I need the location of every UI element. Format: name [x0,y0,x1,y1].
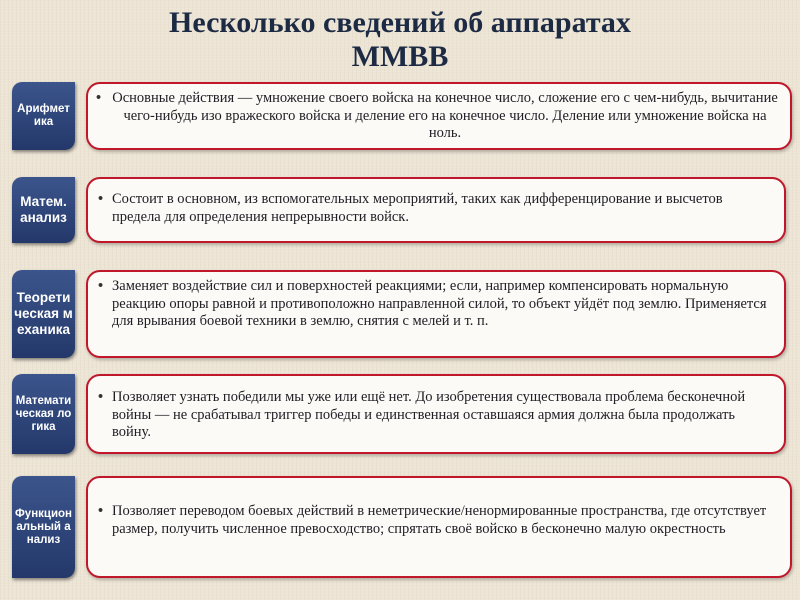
row-description-theoretical-mechanics [86,270,786,358]
description-text: • Заменяет воздействие сил и поверхностей реакциями; если, например компенсировать нормальную реакцию опоры равной и противоположно направленной силой, то объект уйдёт под землю. Применяется для врывания боевой техники в землю, снятия с мелей и т. п. [112,278,774,331]
slide-title-line-2: ММВВ [351,40,449,73]
row-label-math-logic: Математическая логика [12,374,75,454]
row-label-functional-analysis: Функциональный анализ [12,476,75,578]
row-theoretical-mechanics [12,270,792,358]
row-description-arithmetic [86,82,792,150]
row-label-calculus: Матем. анализ [12,177,75,243]
row-arithmetic [12,82,792,150]
row-calculus [12,177,792,243]
row-description-math-logic [86,374,786,454]
row-label-arithmetic: Арифметика [12,82,75,150]
description-text: • Позволяет переводом боевых действий в неметрические/ненормированные пространства, где отсутствует размер, получить численное превосходство; спрятать своё войско в бесконечно малую окрестность [112,503,780,538]
row-label-theoretical-mechanics: Теоретическая механика [12,270,75,358]
slide-title-line-1: Несколько сведений об аппаратах [169,6,631,39]
row-functional-analysis [12,476,792,578]
row-math-logic [12,374,792,454]
description-text: • Состоит в основном, из вспомогательных мероприятий, таких как дифференцирование и высчетов предела для определения непрерывности войск. [112,191,774,226]
description-text: • Позволяет узнать победили мы уже или ещё нет. До изобретения существовала проблема бесконечной войны — не срабатывал триггер победы и единственная оставшаяся армия должна была продолжать войну. [112,389,774,442]
row-description-calculus [86,177,786,243]
row-description-functional-analysis [86,476,792,578]
description-text: • Основные действия — умножение своего войска на конечное число, сложение его с чем-нибудь, вычитание чего-нибудь изо вражеского войска и деление его на конечное число. Деление или умножение войска на ноль. [110,90,780,143]
slide-title [0,6,800,74]
